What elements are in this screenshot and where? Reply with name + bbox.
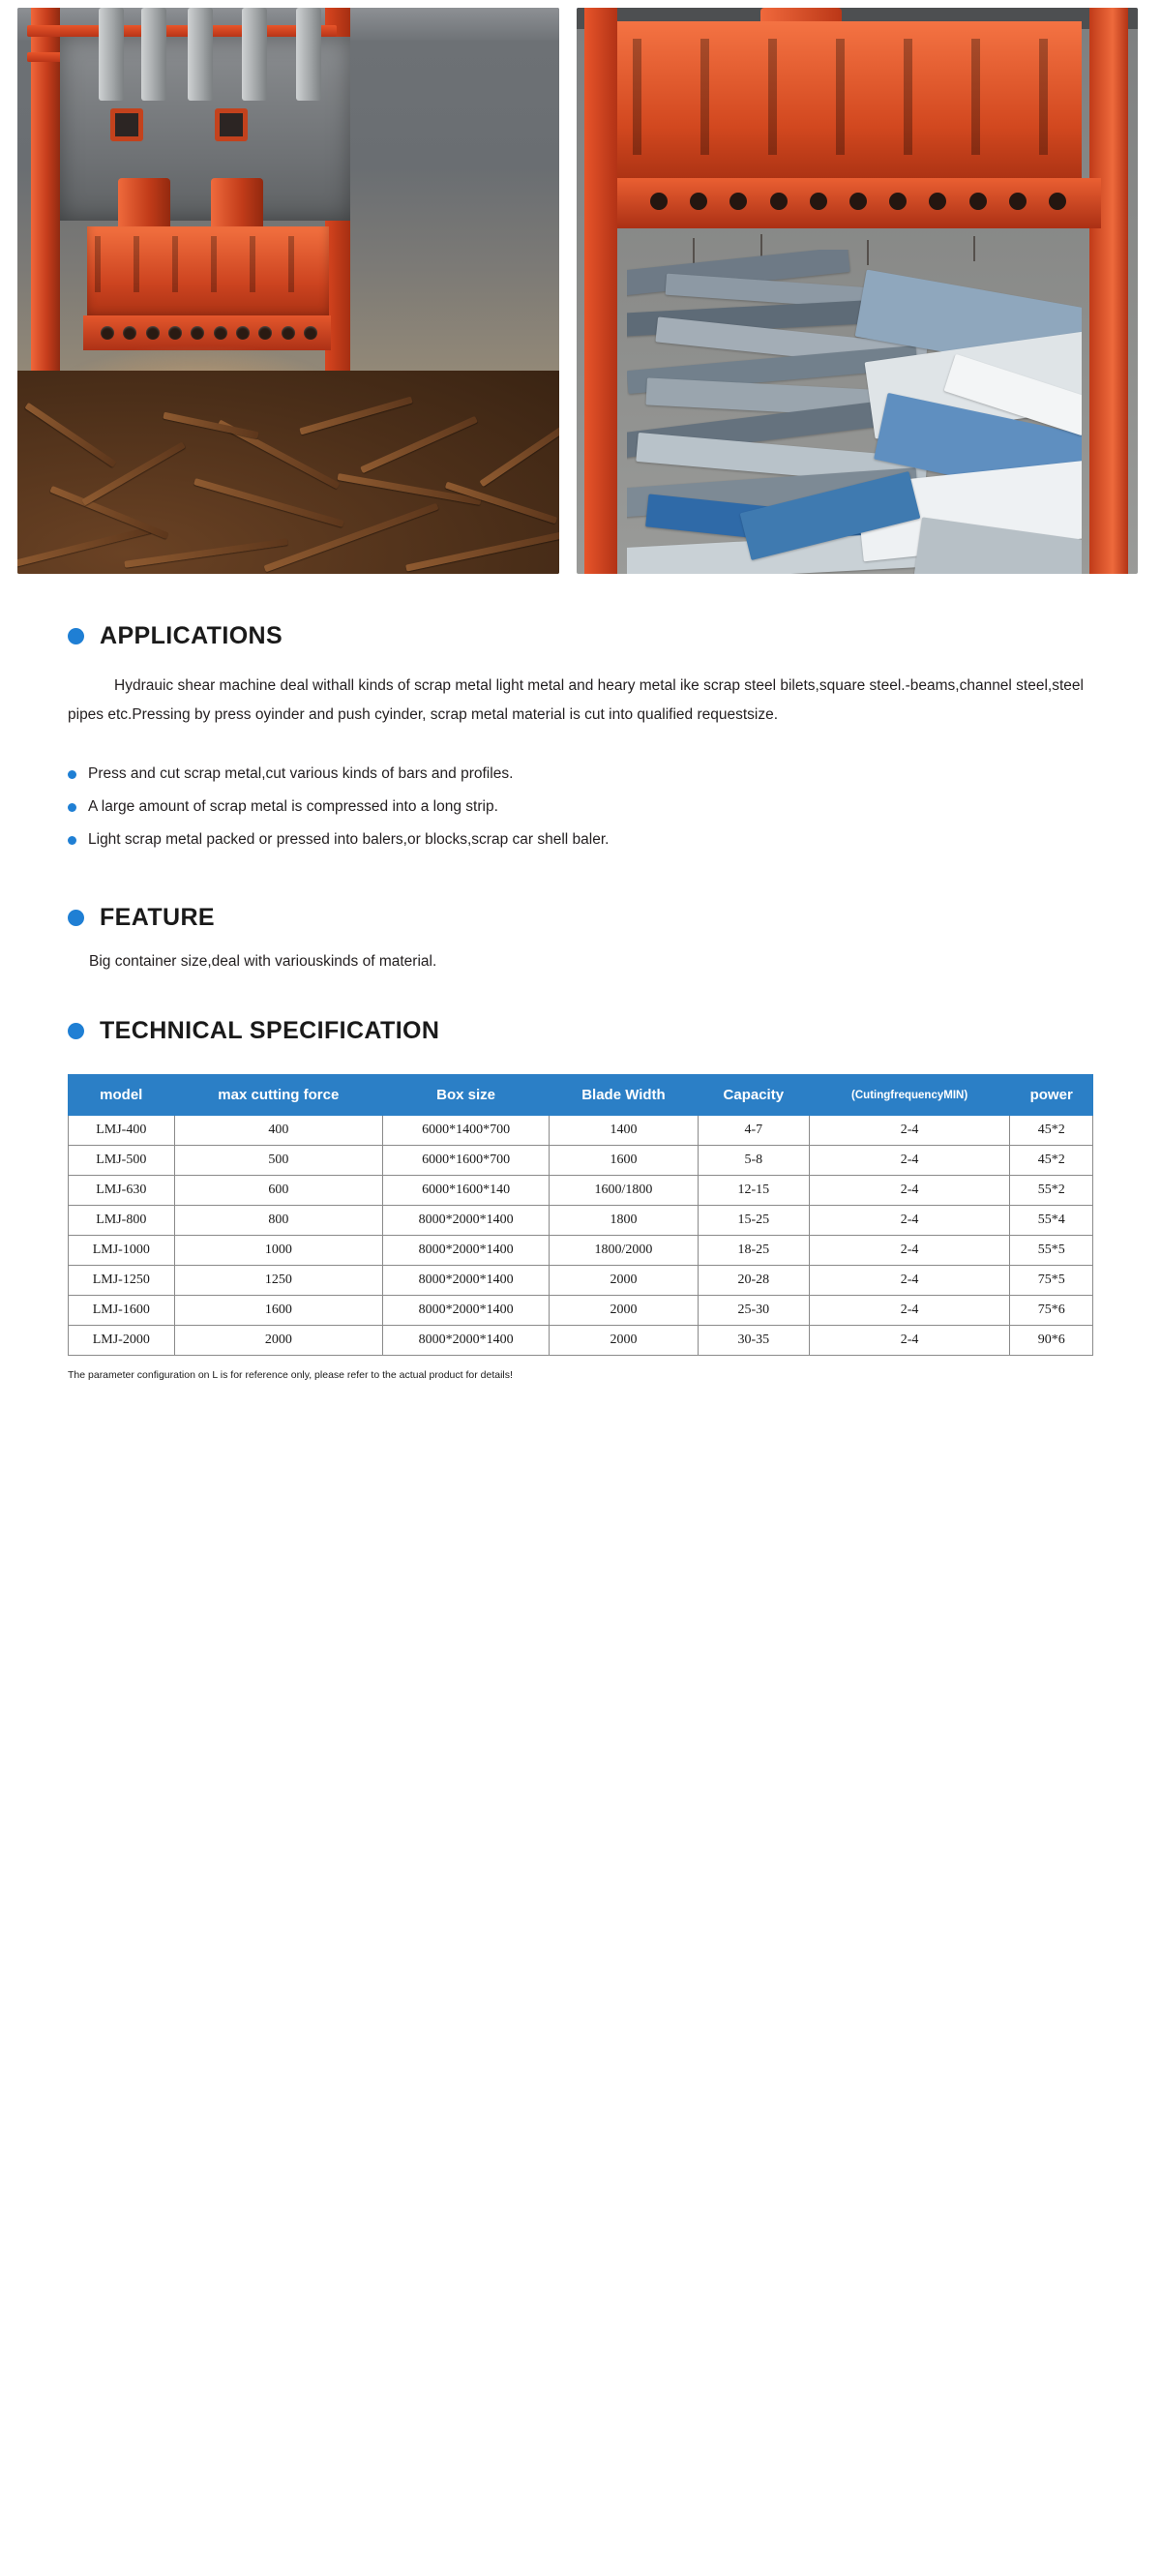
cell-box-size: 6000*1600*700 (383, 1146, 550, 1176)
column-header-max-cutting-force: max cutting force (174, 1075, 383, 1116)
column-header-capacity: Capacity (698, 1075, 809, 1116)
applications-paragraph-wrapper (68, 672, 1093, 730)
blue-dot-small-icon (68, 803, 76, 812)
cell-frequency: 2-4 (809, 1116, 1010, 1146)
cell-model: LMJ-2000 (69, 1326, 175, 1356)
cell-box-size: 8000*2000*1400 (383, 1326, 550, 1356)
blue-dot-small-icon (68, 836, 76, 845)
cell-blade-width: 2000 (550, 1296, 699, 1326)
blue-dot-icon (68, 1023, 84, 1039)
cell-model: LMJ-1250 (69, 1266, 175, 1296)
cell-force: 500 (174, 1146, 383, 1176)
cell-capacity: 25-30 (698, 1296, 809, 1326)
cell-blade-width: 2000 (550, 1326, 699, 1356)
applications-paragraph: Hydrauic shear machine deal withall kinds of scrap metal light metal and heary metal ike scrap steel bilets,square steel.-beams,channel steel,steel pipes etc.Pressing by press oyinder and push cyinder, scrap metal material is cut into qualified requestsize. (68, 677, 1084, 723)
cell-model: LMJ-400 (69, 1116, 175, 1146)
cell-force: 1250 (174, 1266, 383, 1296)
cell-power: 75*6 (1010, 1296, 1093, 1326)
cell-box-size: 8000*2000*1400 (383, 1296, 550, 1326)
cell-capacity: 30-35 (698, 1326, 809, 1356)
table-row (69, 1296, 1093, 1326)
content-area (0, 574, 1161, 1381)
blue-dot-icon (68, 910, 84, 926)
list-item-label: Press and cut scrap metal,cut various kinds of bars and profiles. (88, 765, 514, 782)
list-item (68, 761, 1093, 788)
column-header-blade-width: Blade Width (550, 1075, 699, 1116)
cell-capacity: 5-8 (698, 1146, 809, 1176)
cell-blade-width: 2000 (550, 1266, 699, 1296)
cell-frequency: 2-4 (809, 1326, 1010, 1356)
section-title-technical: TECHNICAL SPECIFICATION (100, 1017, 440, 1044)
cell-force: 1000 (174, 1236, 383, 1266)
cell-model: LMJ-630 (69, 1176, 175, 1206)
machine-photo-right (577, 8, 1138, 574)
column-header-power: power (1010, 1075, 1093, 1116)
scrap-paper-pile (627, 250, 1082, 574)
cell-force: 2000 (174, 1326, 383, 1356)
scrap-metal-pile-left (17, 371, 559, 574)
cell-frequency: 2-4 (809, 1236, 1010, 1266)
cell-box-size: 6000*1400*700 (383, 1116, 550, 1146)
list-item-label: A large amount of scrap metal is compressed into a long strip. (88, 798, 498, 815)
column-header-box-size: Box size (383, 1075, 550, 1116)
spec-table-wrapper (68, 1074, 1093, 1381)
blue-dot-small-icon (68, 770, 76, 779)
cell-frequency: 2-4 (809, 1266, 1010, 1296)
cell-blade-width: 1600 (550, 1146, 699, 1176)
table-header (69, 1075, 1093, 1116)
table-row (69, 1206, 1093, 1236)
cell-power: 55*4 (1010, 1206, 1093, 1236)
cell-power: 90*6 (1010, 1326, 1093, 1356)
cell-blade-width: 1400 (550, 1116, 699, 1146)
cell-capacity: 12-15 (698, 1176, 809, 1206)
table-row (69, 1146, 1093, 1176)
cell-force: 800 (174, 1206, 383, 1236)
cell-capacity: 15-25 (698, 1206, 809, 1236)
cell-power: 75*5 (1010, 1266, 1093, 1296)
cell-model: LMJ-800 (69, 1206, 175, 1236)
column-header-model: model (69, 1075, 175, 1116)
table-row (69, 1236, 1093, 1266)
cell-frequency: 2-4 (809, 1176, 1010, 1206)
cell-power: 55*2 (1010, 1176, 1093, 1206)
cell-model: LMJ-1600 (69, 1296, 175, 1326)
photo-row (0, 0, 1161, 574)
cell-force: 1600 (174, 1296, 383, 1326)
list-item (68, 794, 1093, 821)
list-item (68, 826, 1093, 854)
feature-text: Big container size,deal with variouskinds of material. (89, 953, 437, 970)
table-row (69, 1326, 1093, 1356)
cell-force: 600 (174, 1176, 383, 1206)
cell-power: 45*2 (1010, 1146, 1093, 1176)
cell-frequency: 2-4 (809, 1296, 1010, 1326)
list-item-label: Light scrap metal packed or pressed into balers,or blocks,scrap car shell baler. (88, 831, 610, 848)
machine-illustration-left (17, 8, 559, 574)
cell-capacity: 18-25 (698, 1236, 809, 1266)
table-row (69, 1176, 1093, 1206)
cell-box-size: 8000*2000*1400 (383, 1266, 550, 1296)
section-header-feature (68, 904, 1093, 932)
section-header-technical (68, 1017, 1093, 1045)
machine-illustration-right (577, 8, 1138, 574)
cell-capacity: 4-7 (698, 1116, 809, 1146)
cell-box-size: 8000*2000*1400 (383, 1206, 550, 1236)
table-row (69, 1266, 1093, 1296)
cell-frequency: 2-4 (809, 1146, 1010, 1176)
cell-blade-width: 1800 (550, 1206, 699, 1236)
section-header-applications (68, 622, 1093, 650)
cell-box-size: 6000*1600*140 (383, 1176, 550, 1206)
cell-model: LMJ-1000 (69, 1236, 175, 1266)
technical-specification-table (68, 1074, 1093, 1356)
cell-capacity: 20-28 (698, 1266, 809, 1296)
table-row (69, 1116, 1093, 1146)
column-header-cutting-frequency: (CutingfrequencyMIN) (809, 1075, 1010, 1116)
machine-photo-left (17, 8, 559, 574)
cell-force: 400 (174, 1116, 383, 1146)
cell-frequency: 2-4 (809, 1206, 1010, 1236)
table-note: The parameter configuration on L is for reference only, please refer to the actual product for details! (68, 1369, 513, 1381)
cell-model: LMJ-500 (69, 1146, 175, 1176)
section-title-feature: FEATURE (100, 904, 215, 931)
cell-power: 45*2 (1010, 1116, 1093, 1146)
section-title-applications: APPLICATIONS (100, 622, 283, 649)
applications-bullet-list (68, 761, 1093, 854)
cell-blade-width: 1600/1800 (550, 1176, 699, 1206)
cell-power: 55*5 (1010, 1236, 1093, 1266)
table-header-row (69, 1075, 1093, 1116)
table-body (69, 1116, 1093, 1356)
blue-dot-icon (68, 628, 84, 644)
cell-blade-width: 1800/2000 (550, 1236, 699, 1266)
cell-box-size: 8000*2000*1400 (383, 1236, 550, 1266)
